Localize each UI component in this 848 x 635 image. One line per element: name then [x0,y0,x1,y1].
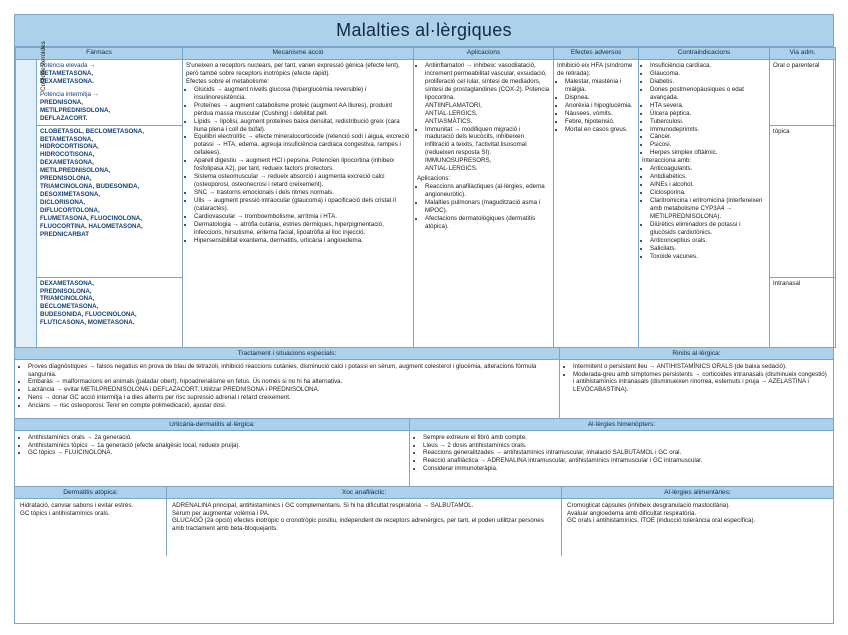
text-line: • Insuficiència cardíaca. [650,62,766,70]
text-line: • Salicilats. [650,245,766,253]
text-line: METILPREDNISOLONA, [40,106,111,114]
section-treatment-rhinitis [15,348,833,418]
route-topical: tòpica [770,125,836,277]
text-line: • Lactància → evitar METILPREDNISOLONA i DEFLAZACORT. Utilitzar PREDNISONA i PREDNISOLONA. [28,386,554,394]
urticaria-title: Urticària-dermatitis al·lèrgica: [15,419,409,431]
text-line: • Anorèxia i hipoglucèmia. [565,102,635,110]
text-line: • Moderada-greu amb símptomes persistents → corticoides intranasals (disminueix congestió) i antihistamínics intranasals (disminueixen rinorrea, esternuts i pruja → AZELASTINA i LEVOCABASTINA). [573,371,828,395]
text-line: • Dispnea. [565,94,635,102]
section-atopic-shock-food [15,486,833,556]
treatment-title: Tractament i situacions especials: [15,348,559,360]
text-line: S'uneixen a receptors nuclears, per tant, varien expressió gènica (efecte lent), però també sobre receptors inotròpics (efecte ràpid). [186,62,400,77]
text-line: • Dermatologia → atròfia cutània, estries dèrmiques, hiperpigmentació, infeccions, hirsutisme, eritema facial, lipoatròfia al lloc injecció. [194,221,410,237]
text-line: • Diürètics eliminadors de potassi i glucòsids cardiotònics. [650,221,766,237]
text-line: Cromoglicat càpsules (inhibeix desgranulació mastocitària). [567,501,731,509]
col-header-applications: Aplicacions [414,48,554,60]
shock-section [167,487,562,556]
text-line: DEXAMETASONA. [40,77,94,85]
text-line: • Reaccions anafilàctiques (al·lèrgies, edema angioneuròtic). [425,183,550,199]
text-line: Potència intermitja → [40,90,99,98]
text-line: • Úlcera pèptica. [650,110,766,118]
text-line: PREDNICARBAT [40,230,90,238]
text-line: • Immunodeprimits. [650,126,766,134]
text-line: GLUCAGÓ (2a opció) efectes inotròpic o cronotròpic positiu, independent de receptors adrenèrgics, per tant, el poden utilitzar persones amb tractament amb beta-bloquejants. [172,517,544,533]
text-line: • Càncer. [650,133,766,141]
text-line: FLUOCORTINA, HALOMETASONA, [40,222,143,230]
shock-title: Xoc anafilàctic: [167,487,561,499]
text-line: FLUTICASONA, MOMETASONA. [40,319,135,327]
text-line: Inhibició eix HFA (síndrome de retirada): [557,62,633,77]
hymenoptera-section [410,419,833,486]
drugs-topical [37,125,183,277]
text-line: ANTIINFLAMATORI, ANTIAL·LERGICS, ANTIASMÀTICS. [425,101,482,125]
document-page [14,14,834,624]
text-line: • Intermitent o persistent lleu → ANTIHISTAMÍNICS ORALS (de baixa sedació). [573,363,828,371]
table-row [16,60,836,126]
text-line: Aplicacions: [417,175,451,183]
section-urticaria-hymenoptera [15,418,833,486]
text-line: • GC tòpics → FLUICINOLONA. [28,449,404,457]
text-line: • HTA severa. [650,102,766,110]
text-line: DICLORISONA, [40,199,86,206]
text-line: • Considerar immunoteràpia. [423,465,828,473]
col-header-route: Via adm. [770,48,836,60]
atopic-section [15,487,167,556]
text-line: • Ancians → risc osteoporosi. Tenir en compte polimedicació, ajustar dosi. [28,402,554,410]
text-line: • Sempre extreure el fibró amb compte. [423,434,828,442]
text-line: HIDROCOTISONA, [40,151,95,159]
food-title: Al·lèrgies alimentàries: [562,487,833,499]
text-line: • Afectacions dermatològiques (dermatitis atòpica). [425,215,550,231]
text-line: Hidratació, canviar sabons i evitar estrès. [20,501,134,509]
text-line: • Ciclosporina. [650,189,766,197]
text-line: • Malestar, miastènia i miàlgia. [565,78,635,94]
text-line: • Herpes simplex oftàlmic. [650,149,766,157]
text-line: • Febre, hipotensió. [565,118,635,126]
treatment-section [15,348,560,418]
mechanism-cell [183,60,414,348]
text-line: • Tuberculosi. [650,118,766,126]
text-line: • Reaccions generalitzades → antihistamínics intramuscular, inhalació SALBUTAMOL i GC oral. [423,449,828,457]
text-line: • Glúcids → augment nivells glucosa (hiperglucèmia reversible) i insulinoresistència. [194,86,410,102]
food-section [562,487,833,556]
text-line: • SNC → trastorns emocionals i dels ritmes normals. [194,189,410,197]
text-line: DIFLUCORTOLONA, [40,206,100,214]
page-title: Malalties al·lèrgiques [15,15,833,47]
text-line: BUDESONIDA, FLUOCINOLONA, [40,311,137,319]
text-line: • Proves diagnòstiques → falsos negatius en prova de blau de tetrazoli, inhibició reaccions cutànies, disminució calci i potassi en sèrum, augment colesterol i glucèmia, alteracions fórmula sanguínia. [28,363,554,379]
text-line: HIDROCORTISONA, [40,143,99,151]
text-line: GC orals i antihistamínics. ITOE (inducció tolerància oral específica). [567,517,756,525]
text-line: FLUMETASONA, FLUOCINOLONA, [40,214,142,222]
rhinitis-title: Rinitis al·lèrgica: [560,348,833,360]
text-line: • Ulls → augment pressió intraocular (glaucoma) i opacificació dels cristal·lí (cataractes). [194,197,410,213]
text-line: • Toxoide vacunes. [650,253,766,261]
text-line: • Antihistamínics tòpics → 1a generació (efecte analgèsic local, redueix pruija). [28,442,404,450]
table-header-row [16,48,836,60]
col-header-mechanism: Mecanisme acció [183,48,414,60]
text-line: • Antiinflamatori → inhibeix: vasodilatació, increment permeabilitat vascular, exsudació, proliferació cel·lular, síntesi de mediadors, síntesi de prostaglandines (COX-2). Potencia lipocortina. [425,62,550,102]
text-line: • Cardiovascular → tromboembolisme, arrítmia i HTA. [194,213,410,221]
text-line: • Anticonceptius orals. [650,237,766,245]
contraindications-cell [639,60,770,348]
text-line: • Anticoagulants. [650,165,766,173]
col-header-adverse: Efectes adversos [554,48,639,60]
text-line: • Lleus → 2 dosis antihistamínics orals. [423,442,828,450]
text-line: • Reacció anafilàctica → ADRENALINA intramuscular, antihistamínics intramuscular i GC intramuscular. [423,457,828,465]
text-line: BECLOMETASONA, [40,303,99,311]
drugs-systemic [37,60,183,126]
col-header-contraindications: Contraindicacions [639,48,770,60]
route-intranasal: Intranasal [770,277,836,347]
corticosteroid-table [15,41,836,348]
text-line: • Mortal en casos greus. [565,126,635,134]
rhinitis-section [560,348,833,418]
text-line: • Proteïnes → augment catabolisme proteic (augment AA lliures), produint pèrdua massa muscular (Cushing) i debilitat pell. [194,102,410,118]
text-line: Interacciona amb: [642,157,692,165]
drugs-intranasal [37,277,183,347]
text-line: • Antihistamínics orals → 2a generació. [28,434,404,442]
corticosteroids-label: Corticoesteroides [16,60,37,348]
text-line: • Hipersensibilitat exantema, dermatitis, urticària i angioedema. [194,237,410,245]
text-line: Sèrum per augmentar volèmia i PA. [172,509,270,517]
hymenoptera-title: Al·lèrgies himenòpters: [410,419,833,431]
text-line: Potència elevada → [40,62,96,69]
text-line: • Dones postmenopàusiques o edat avançada. [650,86,766,102]
text-line: Avaluar angioedema amb dificultat respiratòria. [567,509,697,517]
text-line: BETAMETASONA, [40,135,94,143]
text-line: • Embaràs → malformacions en animals (paladar obert), hipoadrenalisme en fetus. Ús només si no hi ha alternativa. [28,378,554,386]
text-line: Efectes sobre el metabolisme: [186,77,269,85]
text-line: • Sistema osteomuscular → redueix absorció i augmenta excreció calci (osteoporosi, osteonecrosi i retard creixement). [194,173,410,189]
col-header-drugs: Fàrmacs [16,48,183,60]
mechanism-list [186,86,410,245]
text-line: METILPREDNISOLONA, [40,167,111,175]
text-line: BETAMETASONA, [40,69,94,77]
text-line: • Malalties pulmonars (magudització asma i MPOC). [425,199,550,215]
text-line: CLOBETASOL, BECLOMETASONA, [40,127,144,135]
text-line: IMMUNOSUPRESORS, ANTIAL·LERGICS. [425,157,492,173]
text-line: DESOXIMETASONA, [40,191,101,199]
text-line: TRIAMCINOLONA, [40,295,95,303]
text-line: TRIAMCINOLONA, BUDESONIDA, [40,183,140,191]
text-line: PREDNISOLONA, [40,175,92,183]
text-line: • Aparell digestiu → augment HCl i pepsina. Potencien lipocortina (inhibeix fosfolipasa A2), per tant, redueix factors protectors. [194,157,410,173]
text-line: DEXAMETASONA, [40,279,94,287]
text-line: • Antidiabètics. [650,173,766,181]
text-line: DEXAMETASONA, [40,159,94,167]
atopic-title: Dermatitis atòpica: [15,487,166,499]
applications-cell [414,60,554,348]
text-line: • Equilibri electrolític → efecte mineralocorticoide (retenció sodi i aigua, excreció potassi → HTA, edema, agreuja insuficiència cardíaca congestiva, rampes i cefalees). [194,133,410,157]
text-line: ADRENALINA principal, antihistamínics i GC complementaris. Si hi ha dificultat respiratòria → SALBUTAMOL. [172,501,474,509]
urticaria-section [15,419,410,486]
route-oral: Oral o parenteral [770,60,836,126]
text-line: • Immunitat → modifiquen migració i maduració dels leucòcits, inhibeixen infiltració a teixits, l'activitat lisosomal (redueixen resposta SI). [425,126,550,158]
text-line: GC tòpics i antihistamínics orals. [20,509,110,517]
adverse-effects-cell [554,60,639,348]
text-line: • Nens → donar GC acció intermitja i a dies alterns per risc supressió adrenal i retard creixement. [28,394,554,402]
text-line: • Psicosi. [650,141,766,149]
text-line: PREDNISOLONA, [40,287,92,295]
text-line: PREDNISONA, [40,98,83,106]
text-line: • Nàusees, vòmits. [565,110,635,118]
text-line: • Claritromicina i eritromicina (interfereixen amb metabolisme CYP3A4 → METILPREDNISOLONA). [650,197,766,221]
text-line: • Lípids → lipòlisi, augment proteïnes baixa densitat, redistribució greix (cara lluna plena i coll de búfal). [194,118,410,134]
text-line: • Glaucoma. [650,70,766,78]
text-line: DEFLAZACORT. [40,114,88,122]
text-line: • AINEs i alcohol. [650,181,766,189]
text-line: • Diabetis. [650,78,766,86]
